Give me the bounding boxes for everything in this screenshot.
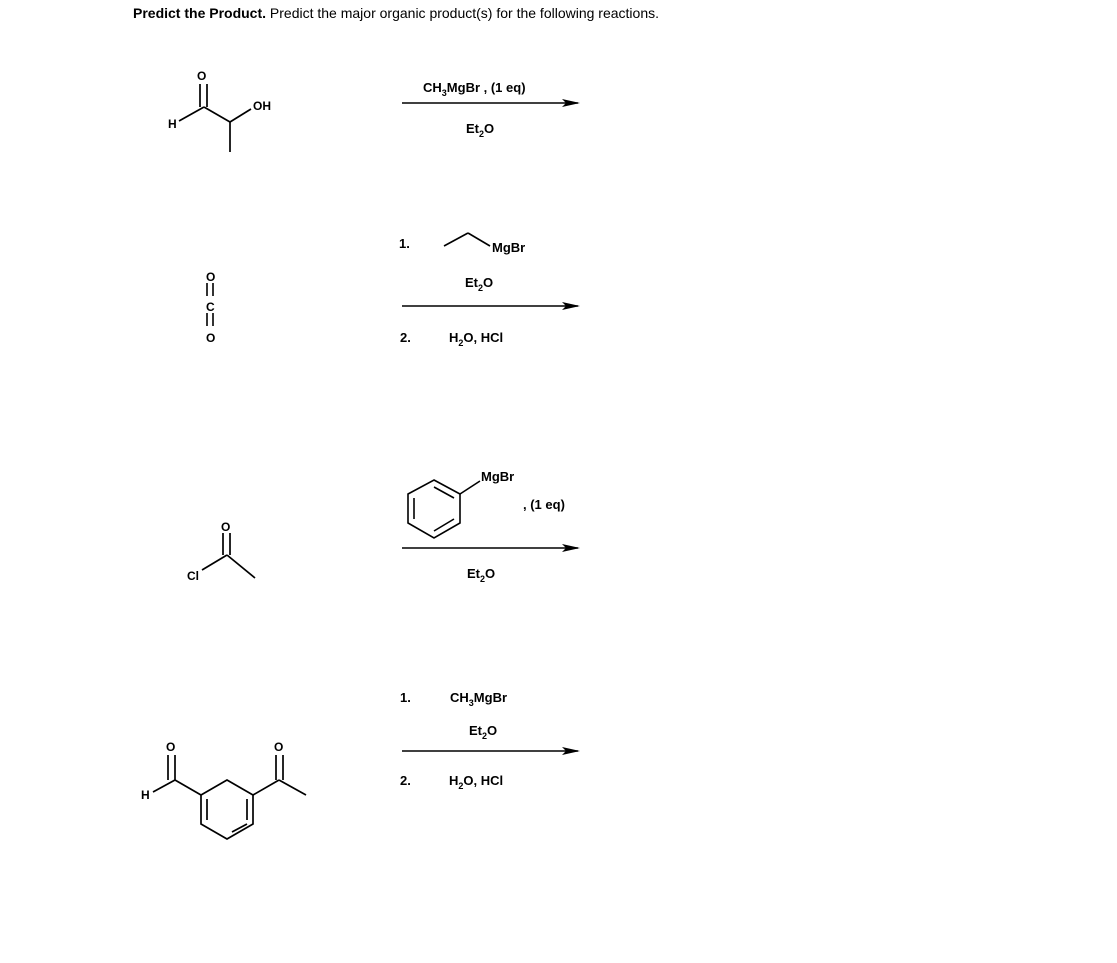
atom-oh: OH (253, 99, 271, 113)
bond (230, 109, 251, 122)
reaction-1-reactant (179, 84, 251, 152)
reaction-1 (168, 69, 578, 152)
problem-instruction: Predict the major organic product(s) for the following reactions. (269, 5, 659, 21)
bond (179, 107, 204, 121)
bond (153, 780, 175, 792)
atom-cl: Cl (187, 569, 199, 583)
step-1-number: 1. (400, 690, 411, 705)
ethyl-grignard-structure (444, 233, 490, 246)
reagent-mgbr: MgBr (492, 240, 526, 255)
atom-o: O (206, 270, 216, 284)
step-2-number: 2. (400, 773, 411, 788)
atom-o: O (206, 331, 216, 345)
bond (253, 780, 279, 795)
step-1-number: 1. (399, 236, 410, 251)
reagent-equivalents: , (1 eq) (523, 497, 565, 512)
bond (444, 233, 468, 246)
atom-h: H (141, 788, 150, 802)
atom-c: C (206, 300, 215, 314)
reagent-above: $CH_3MgBr$ , (1 eq) (423, 80, 526, 98)
bond (175, 780, 201, 795)
bond (279, 780, 306, 795)
step-2-reagent: $H_2O$, HCl (449, 773, 504, 791)
problem-title: Predict the Product. (133, 5, 267, 21)
bond (460, 481, 480, 494)
atom-o: O (197, 69, 207, 83)
step-2-reagent: $H_2O$, HCl (449, 330, 504, 348)
bond (202, 555, 227, 570)
solvent: $Et_2O$ (465, 275, 494, 293)
step-2-number: 2. (400, 330, 411, 345)
atom-h: H (168, 117, 177, 131)
atom-o: O (221, 520, 231, 534)
reaction-3-reactant (202, 533, 255, 578)
reaction-4-reactant (153, 755, 306, 839)
reaction-2 (206, 233, 578, 348)
atom-o: O (274, 740, 284, 754)
bond (468, 233, 490, 246)
atom-o: O (166, 740, 176, 754)
ring-double-bond (434, 519, 454, 531)
bond (204, 107, 230, 122)
phenyl-grignard-structure (408, 480, 480, 538)
solvent: $Et_2O$ (469, 723, 498, 741)
benzene-ring (408, 480, 460, 538)
solvent-below: $Et_2O$ (467, 566, 496, 584)
step-1-reagent: $CH_3MgBr$ (450, 690, 508, 708)
reagent-mgbr: MgBr (481, 469, 515, 484)
solvent-below: $Et_2O$ (466, 121, 495, 139)
benzene-ring (201, 780, 253, 839)
reaction-3 (187, 469, 578, 584)
bond (227, 555, 255, 578)
reaction-4 (141, 690, 578, 839)
